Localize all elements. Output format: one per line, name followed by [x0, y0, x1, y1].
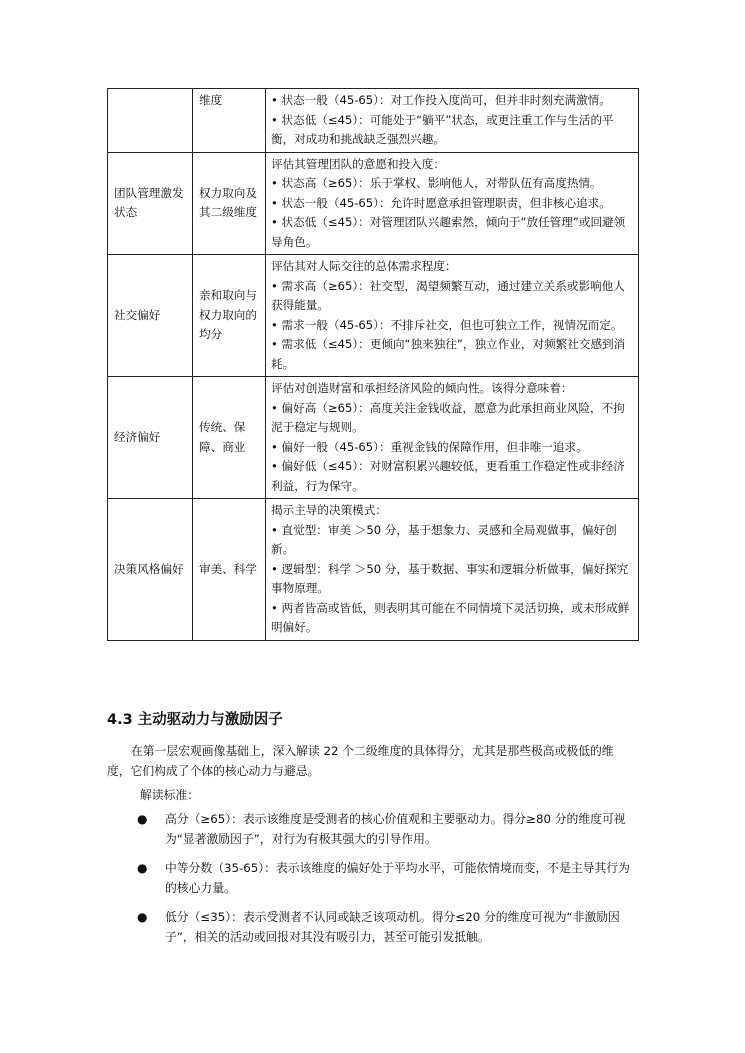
description-line: • 状态低（≤45）：可能处于“躺平”状态，或更注重工作与生活的平衡，对成功和挑战缺乏强烈兴趣。	[271, 112, 614, 146]
table-row	[108, 499, 639, 641]
description-line: • 偏好高（≥65）：高度关注金钱收益，愿意为此承担商业风险，不拘泥于稳定与规则。	[271, 400, 625, 434]
description-line: 评估其对人际交往的总体需求程度：	[271, 259, 457, 273]
description-line: • 两者皆高或皆低，则表明其可能在不同情境下灵活切换，或未形成鲜明偏好。	[271, 600, 630, 634]
list-item-text: 中等分数（35-65）：表示该维度的偏好处于平均水平，可能依情境而变，不是主导其行为的核心力量。	[165, 861, 630, 895]
description-line: 评估对创造财富和承担经济风险的倾向性。该得分意味着：	[271, 381, 573, 395]
dimension-table	[107, 88, 639, 641]
description-cell	[266, 377, 639, 499]
dimension-name-cell: 社交偏好	[108, 255, 193, 377]
description-line: • 需求低（≤45）：更倾向“独来独往”，独立作业，对频繁社交感到消耗。	[271, 337, 626, 371]
table-row	[108, 377, 639, 499]
description-line: • 偏好一般（45-65）：重视金钱的保障作用，但非唯一追求。	[271, 439, 588, 454]
list-item	[107, 908, 637, 947]
list-item-text: 高分（≥65）：表示该维度是受测者的核心价值观和主要驱动力。得分≥80 分的维度可视为“显著激励因子”，对行为有极其强大的引导作用。	[165, 812, 626, 846]
source-dimension-cell: 维度	[193, 89, 266, 153]
description-line: • 逻辑型：科学 ＞50 分，基于数据、事实和逻辑分析做事，偏好探究事物原理。	[271, 561, 629, 595]
list-item	[107, 859, 637, 898]
description-line: 揭示主导的决策模式：	[271, 503, 387, 517]
list-item-text: 低分（≤35）：表示受测者不认同或缺乏该项动机。得分≤20 分的维度可视为“非激励因子”，相关的活动或回报对其没有吸引力，甚至可能引发抵触。	[165, 910, 620, 944]
intro-paragraph: 在第一层宏观画像基础上，深入解读 22 个二级维度的具体得分，尤其是那些极高或极低的维度，它们构成了个体的核心动力与避忌。	[107, 744, 614, 778]
dimension-name-cell: 团队管理激发状态	[108, 152, 193, 255]
description-cell	[266, 152, 639, 255]
bullet-icon: ●	[137, 910, 148, 924]
description-line: • 状态一般（45-65）：允许时愿意承担管理职责，但非核心追求。	[271, 195, 611, 210]
description-line: • 需求高（≥65）：社交型，渴望频繁互动，通过建立关系或影响他人获得能量。	[271, 278, 625, 312]
description-line: • 状态低（≤45）：对管理团队兴趣索然，倾向于“放任管理”或回避领导角色。	[271, 215, 626, 249]
source-dimension-cell: 权力取向及其二级维度	[193, 152, 266, 255]
description-line: • 状态一般（45-65）：对工作投入度尚可，但并非时刻充满激情。	[271, 93, 611, 107]
criteria-label: 解读标准：	[140, 788, 199, 802]
source-dimension-cell: 亲和取向与权力取向的均分	[193, 255, 266, 377]
source-dimension-cell: 审美、科学	[193, 499, 266, 641]
description-line: 评估其管理团队的意愿和投入度：	[271, 156, 445, 171]
section-heading: 4.3 主动驱动力与激励因子	[107, 712, 283, 728]
description-cell	[266, 499, 639, 641]
description-line: • 状态高（≥65）：乐于掌权、影响他人，对带队伍有高度热情。	[271, 176, 602, 190]
dimension-name-cell: 经济偏好	[108, 377, 193, 499]
description-line: • 直觉型：审美 ＞50 分，基于想象力、灵感和全局观做事，偏好创新。	[271, 522, 617, 556]
description-cell	[266, 89, 639, 153]
description-line: • 偏好低（≤45）：对财富积累兴趣较低，更看重工作稳定性或非经济利益，行为保守。	[271, 459, 625, 493]
dimension-name-cell: 决策风格偏好	[108, 499, 193, 641]
criteria-list	[107, 810, 637, 957]
list-item	[107, 810, 637, 849]
description-cell	[266, 255, 639, 377]
description-line: • 需求一般（45-65）：不排斥社交，但也可独立工作，视情况而定。	[271, 317, 623, 332]
source-dimension-cell: 传统、保障、商业	[193, 377, 266, 499]
bullet-icon: ●	[137, 812, 148, 826]
bullet-icon: ●	[137, 861, 148, 875]
table-row	[108, 255, 639, 377]
table-row	[108, 152, 639, 255]
dimension-name-cell	[108, 89, 193, 153]
table-row	[108, 89, 639, 153]
